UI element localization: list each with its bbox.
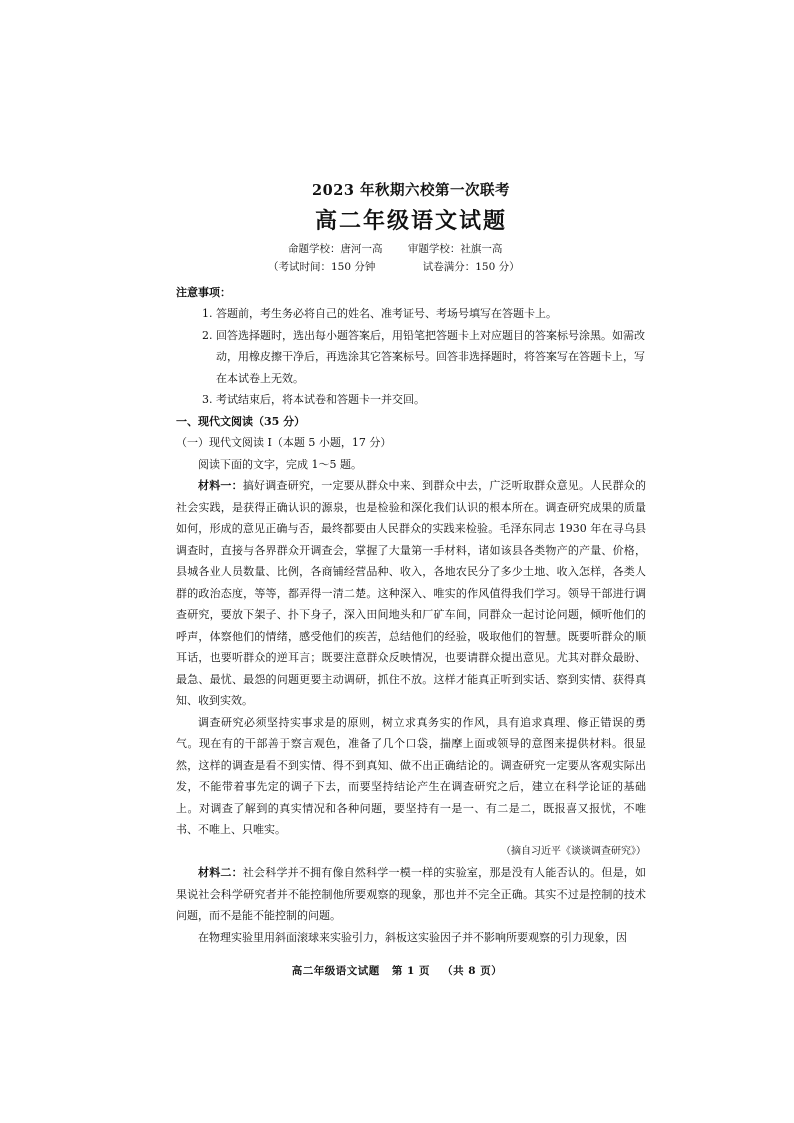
material2-text: 社会科学并不拥有像自然科学一模一样的实验室，那是没有人能否认的。但是，如果说社会科学研究者并不能控制他所要观察的现象，那也并不完全正确。其实不过是控制的技术问题，而不是能不能控制的问题。 (176, 866, 647, 922)
notice-text: 回答选择题时，选出每小题答案后，用铅笔把答题卡上对应题目的答案标号涂黑。如需改动，用橡皮擦干净后，再选涂其它答案标号。回答非选择题时，将答案写在答题卡上，写在本试卷上无效。 (216, 328, 645, 385)
footer-page-number: 第 1 页 (391, 965, 430, 977)
notice-item (176, 389, 646, 411)
subsection-title: （一）现代文阅读 I（本题 5 小题，17 分） (176, 436, 392, 449)
notice-title: 注意事项： (176, 285, 231, 299)
material1-source: （摘自习近平《谈谈调查研究》） (501, 845, 646, 857)
footer-subject: 高二年级语文试题 (291, 965, 380, 977)
reviewer-school: 审题学校：社旗一高 (407, 242, 503, 255)
material1-label: 材料一： (198, 479, 243, 492)
notice-item (176, 325, 646, 390)
exam-info (176, 258, 646, 276)
notice-number: 2. (202, 328, 213, 342)
material1-paragraph (176, 475, 646, 712)
material1-text: 搞好调查研究，一定要从群众中来、到群众中去，广泛听取群众意见。人民群众的社会实践，是获得正确认识的源泉，也是检验和深化我们认识的根本所在。调查研究成果的质量如何，形成的意见正确与否，最终都要由人民群众的实践来检验。毛泽东同志 1930 年在寻乌县调查时，直接与各界群众开调查会，掌握了大量第一手材料，诸如该县各类物产的产量、价格，县城各业人员数量、比例，各商铺经营品种、收入，各地农民分了多少土地、收入怎样，各类人群的政治态度，等等，都弄得一清二楚。这种深入、唯实的作风值得我们学习。领导干部进行调查研究，要放下架子、扑下身子，深入田间地头和厂矿车间，同群众一起讨论问题，倾听他们的呼声，体察他们的情绪，感受他们的疾苦，总结他们的经验，吸取他们的智慧。既要听群众的顺耳话，也要听群众的逆耳言；既要注意群众反映情况，也要请群众提出意见。尤其对群众最盼、最急、最忧、最怨的问题更要主动调研，抓住不放。这样才能真正听到实话、察到实情、获得真知、收到实效。 (176, 479, 647, 707)
school-info (176, 240, 646, 258)
notice-number: 3. (202, 393, 213, 406)
section-title: 一、现代文阅读（35 分） (176, 414, 306, 428)
footer-total-pages: （共 8 页） (442, 965, 503, 977)
subject-title: 高二年级语文试题 (314, 207, 507, 234)
proposer-school: 命题学校：唐河一高 (288, 242, 383, 255)
material2-label: 材料二： (198, 866, 243, 879)
exam-page (176, 180, 646, 948)
page-footer (0, 963, 794, 978)
exam-duration: （考试时间：150 分钟 (268, 260, 376, 273)
notice-item (176, 303, 646, 325)
notice-number: 1. (202, 307, 213, 320)
notice-text: 考试结束后，将本试卷和答题卡一并交回。 (216, 393, 425, 406)
notice-text: 答题前，考生务必将自己的姓名、准考证号、考场号填写在答题卡上。 (216, 307, 557, 320)
reading-instruction: 阅读下面的文字，完成 1～5 题。 (198, 457, 362, 471)
exam-title: 2023 年秋期六校第一次联考 (312, 182, 510, 199)
material1-paragraph2: 调查研究必须坚持实事求是的原则，树立求真务实的作风，具有追求真理、修正错误的勇气。现在有的干部善于察言观色，准备了几个口袋，揣摩上面或领导的意图来提供材料。很显然，这样的调查是看不到实情、得不到真知、做不出正确结论的。调查研究一定要从客观实际出发，不能带着事先定的调子下去，而要坚持结论产生在调查研究之后，建立在科学论证的基础上。对调查了解到的真实情况和各种问题，要坚持有一是一、有二是二，既报喜又报忧，不唯书、不唯上、只唯实。 (176, 715, 646, 836)
full-score: 试卷满分：150 分） (422, 260, 520, 273)
material2-paragraph (176, 862, 646, 927)
material2-paragraph2: 在物理实验里用斜面滚球来实验引力，斜板这实验因子并不影响所要观察的引力现象，因 (198, 930, 627, 944)
